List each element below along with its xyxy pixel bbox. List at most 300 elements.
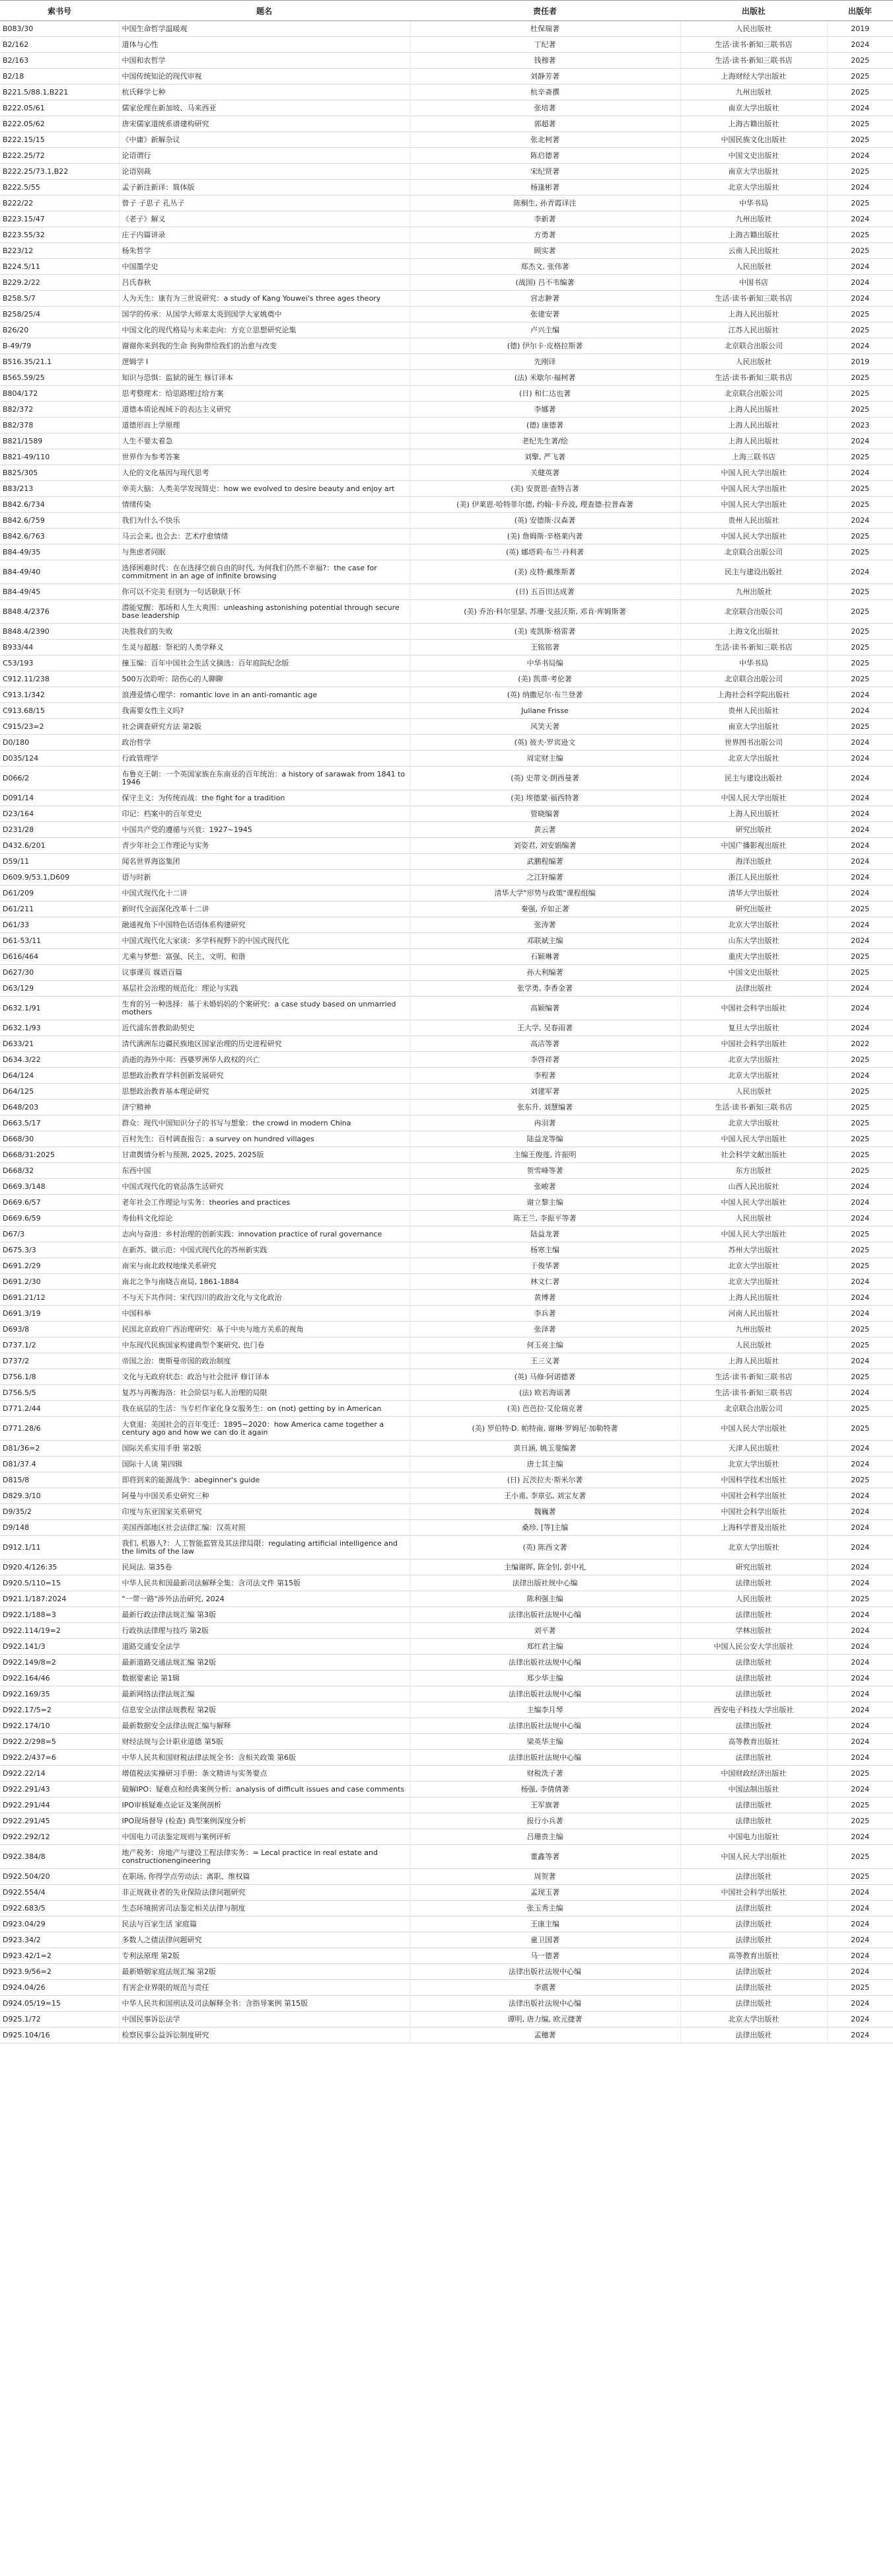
cell-title: 撞玉编：百年中国社会生活文摘选：百年庭院纪念版 — [119, 656, 410, 671]
table-row[interactable] — [0, 640, 893, 656]
table-row[interactable] — [0, 1417, 893, 1441]
cell-publisher: 南京大学出版社 — [680, 164, 827, 180]
cell-publisher: 中国电力出版社 — [680, 1829, 827, 1845]
table-row[interactable] — [0, 1845, 893, 1869]
table-row[interactable] — [0, 1258, 893, 1274]
cell-title: 保守主义：为传统而战：the fight for a tradition — [119, 790, 410, 806]
header-title[interactable]: 题名 — [119, 1, 410, 21]
cell-responsibility: 卢兴主编 — [410, 322, 680, 338]
cell-year: 2025 — [827, 132, 893, 148]
table-row[interactable] — [0, 1829, 893, 1845]
table-row[interactable] — [0, 687, 893, 703]
table-row[interactable] — [0, 85, 893, 100]
cell-call-number: B516.35/21.1 — [0, 354, 119, 370]
cell-publisher: 中国广播影视出版社 — [680, 838, 827, 854]
cell-call-number: D59/11 — [0, 854, 119, 870]
table-row[interactable] — [0, 822, 893, 838]
cell-year: 2025 — [827, 116, 893, 132]
table-row[interactable] — [0, 1068, 893, 1084]
table-row[interactable] — [0, 1948, 893, 1964]
cell-publisher: 法律出版社 — [680, 1718, 827, 1734]
cell-responsibility: 法律出版社法规中心编 — [410, 1964, 680, 1980]
cell-year: 2024 — [827, 1932, 893, 1948]
table-row[interactable] — [0, 132, 893, 148]
cell-title: 道路交通安全法学 — [119, 1639, 410, 1655]
cell-publisher: 云南人民出版社 — [680, 243, 827, 259]
cell-title: 杭氏释学七种 — [119, 85, 410, 100]
table-row[interactable] — [0, 1750, 893, 1766]
cell-publisher: 九州出版社 — [680, 211, 827, 227]
cell-responsibility: Juliane Frisse — [410, 703, 680, 719]
cell-publisher: 北京大学出版社 — [680, 1457, 827, 1472]
cell-year: 2024 — [827, 338, 893, 354]
table-row[interactable] — [0, 211, 893, 227]
cell-year: 2024 — [827, 917, 893, 933]
cell-year: 2023 — [827, 418, 893, 434]
cell-call-number: D668/31:2025 — [0, 1147, 119, 1163]
table-row[interactable] — [0, 1575, 893, 1591]
cell-year: 2024 — [827, 981, 893, 997]
table-row[interactable] — [0, 735, 893, 751]
table-row[interactable] — [0, 1734, 893, 1750]
table-row[interactable] — [0, 1916, 893, 1932]
table-row[interactable] — [0, 854, 893, 870]
table-row[interactable] — [0, 1242, 893, 1258]
cell-year: 2024 — [827, 1306, 893, 1322]
cell-title: 500万次聆听：陪伤心的人聊聊 — [119, 671, 410, 687]
cell-responsibility: (英) 陈西文著 — [410, 1536, 680, 1560]
table-row[interactable] — [0, 497, 893, 513]
cell-call-number: B2/162 — [0, 37, 119, 53]
table-row[interactable] — [0, 1369, 893, 1385]
table-row[interactable] — [0, 545, 893, 560]
table-row[interactable] — [0, 1306, 893, 1322]
cell-publisher: 河南人民出版社 — [680, 1306, 827, 1322]
table-row[interactable] — [0, 1457, 893, 1472]
table-row[interactable] — [0, 1147, 893, 1163]
table-row[interactable] — [0, 1441, 893, 1457]
cell-year: 2025 — [827, 1766, 893, 1782]
cell-year: 2024 — [827, 1353, 893, 1369]
cell-call-number: D669.6/59 — [0, 1211, 119, 1227]
cell-responsibility: (美) 皮特·戴维斯著 — [410, 560, 680, 584]
cell-year: 2024 — [827, 1068, 893, 1084]
cell-responsibility: 黄云著 — [410, 822, 680, 838]
table-row[interactable] — [0, 2012, 893, 2027]
cell-title: 《老子》解义 — [119, 211, 410, 227]
table-row[interactable] — [0, 465, 893, 481]
table-row[interactable] — [0, 418, 893, 434]
table-row[interactable] — [0, 434, 893, 449]
cell-year: 2024 — [827, 1782, 893, 1798]
cell-publisher: 中国人民大学出版社 — [680, 497, 827, 513]
cell-publisher: 天津人民出版社 — [680, 1441, 827, 1457]
cell-responsibility: 于俊华著 — [410, 1258, 680, 1274]
cell-title: 国际十人谈 第四辑 — [119, 1457, 410, 1472]
cell-title: 道德形而上学原理 — [119, 418, 410, 434]
table-row[interactable] — [0, 870, 893, 886]
cell-year: 2024 — [827, 259, 893, 275]
cell-year: 2025 — [827, 965, 893, 981]
table-row[interactable] — [0, 949, 893, 965]
table-row[interactable] — [0, 1782, 893, 1798]
cell-title: 美国西部地区社会法律汇编：汉英对照 — [119, 1520, 410, 1536]
table-row[interactable] — [0, 933, 893, 949]
cell-title: 中国和农哲学 — [119, 53, 410, 69]
cell-title: 庄子内篇讲录 — [119, 227, 410, 243]
cell-publisher: 重庆大学出版社 — [680, 949, 827, 965]
cell-title: 论语谓行 — [119, 148, 410, 164]
table-row[interactable] — [0, 21, 893, 37]
table-row[interactable] — [0, 354, 893, 370]
table-row[interactable] — [0, 1591, 893, 1607]
cell-responsibility: 杜保瑞著 — [410, 21, 680, 37]
cell-call-number: B84-49/35 — [0, 545, 119, 560]
table-row[interactable] — [0, 196, 893, 211]
cell-title: 大衰退：美国社会的百年变迁：1895~2020：how America came together a century ago and how we can do it again — [119, 1417, 410, 1441]
table-row[interactable] — [0, 513, 893, 529]
cell-responsibility: 王小甫, 李章弘, 刘宝友著 — [410, 1488, 680, 1504]
cell-responsibility: 郑少华主编 — [410, 1671, 680, 1686]
header-publisher[interactable]: 出版社 — [680, 1, 827, 21]
table-row[interactable] — [0, 1686, 893, 1702]
table-row[interactable] — [0, 1116, 893, 1131]
cell-year: 2024 — [827, 687, 893, 703]
cell-call-number: B258.5/7 — [0, 291, 119, 307]
cell-year: 2024 — [827, 1750, 893, 1766]
cell-responsibility: 陆益龙著 — [410, 1227, 680, 1242]
table-row[interactable] — [0, 291, 893, 307]
table-row[interactable] — [0, 1504, 893, 1520]
cell-publisher: 中国社会科学出版社 — [680, 1488, 827, 1504]
table-row[interactable] — [0, 981, 893, 997]
cell-call-number: D922.291/44 — [0, 1798, 119, 1813]
cell-publisher: 法律出版社 — [680, 1964, 827, 1980]
table-row[interactable] — [0, 53, 893, 69]
table-row[interactable] — [0, 1702, 893, 1718]
cell-responsibility: 中华书局编 — [410, 656, 680, 671]
table-row[interactable] — [0, 529, 893, 545]
table-row[interactable] — [0, 180, 893, 196]
cell-title: 语与时新 — [119, 870, 410, 886]
cell-year: 2025 — [827, 529, 893, 545]
cell-call-number: D632.1/91 — [0, 997, 119, 1020]
table-row[interactable] — [0, 1980, 893, 1996]
cell-title: 我们, 机器人?：人工智能监管及其法律局限：regulating artificial intelligence and the limits of the law — [119, 1536, 410, 1560]
cell-title: 中国科举 — [119, 1306, 410, 1322]
cell-year: 2024 — [827, 1195, 893, 1211]
cell-year: 2025 — [827, 1369, 893, 1385]
table-row[interactable] — [0, 1472, 893, 1488]
table-row[interactable] — [0, 1163, 893, 1179]
cell-responsibility: 风笑天著 — [410, 719, 680, 735]
cell-call-number: D632.1/93 — [0, 1020, 119, 1036]
cell-year: 2024 — [827, 291, 893, 307]
table-row[interactable] — [0, 1084, 893, 1100]
table-row[interactable] — [0, 1671, 893, 1686]
cell-publisher: 北京大学出版社 — [680, 2012, 827, 2027]
table-row[interactable] — [0, 481, 893, 497]
cell-year: 2024 — [827, 1623, 893, 1639]
cell-responsibility: 先刚译 — [410, 354, 680, 370]
table-row[interactable] — [0, 1338, 893, 1353]
cell-title: 马云会来, 也会去：艺术疗愈情绪 — [119, 529, 410, 545]
table-row[interactable] — [0, 584, 893, 600]
cell-title: 中国共产党的遵循与兴衰：1927~1945 — [119, 822, 410, 838]
table-row[interactable] — [0, 338, 893, 354]
cell-responsibility: (美) 麦凯斯·格雷著 — [410, 624, 680, 640]
table-row[interactable] — [0, 1322, 893, 1338]
cell-title: 生态环境损害司法鉴定相关法律与制度 — [119, 1901, 410, 1916]
table-row[interactable] — [0, 69, 893, 85]
cell-publisher: 人民出版社 — [680, 1591, 827, 1607]
table-row[interactable] — [0, 1179, 893, 1195]
table-row[interactable] — [0, 1623, 893, 1639]
table-row[interactable] — [0, 838, 893, 854]
table-row[interactable] — [0, 307, 893, 322]
cell-responsibility: 桑珍, [等]主编 — [410, 1520, 680, 1536]
cell-publisher: 西安电子科技大学出版社 — [680, 1702, 827, 1718]
cell-publisher: 上海财经大学出版社 — [680, 69, 827, 85]
table-row[interactable] — [0, 600, 893, 624]
table-row[interactable] — [0, 116, 893, 132]
table-row[interactable] — [0, 1607, 893, 1623]
table-row[interactable] — [0, 1766, 893, 1782]
cell-title: 印度与东亚国家关系研究 — [119, 1504, 410, 1520]
cell-title: 中国电力司法鉴定规则与案例评析 — [119, 1829, 410, 1845]
cell-publisher: 北京大学出版社 — [680, 1052, 827, 1068]
cell-publisher: 生活·读书·新知三联书店 — [680, 291, 827, 307]
table-row[interactable] — [0, 164, 893, 180]
cell-responsibility: 陈王兰, 李振平等著 — [410, 1211, 680, 1227]
table-header-row — [0, 1, 893, 21]
header-year[interactable]: 出版年 — [827, 1, 893, 21]
cell-year: 2025 — [827, 949, 893, 965]
cell-responsibility: 童卫国著 — [410, 1932, 680, 1948]
table-row[interactable] — [0, 1100, 893, 1116]
cell-year: 2025 — [827, 85, 893, 100]
cell-call-number: D923.34/2 — [0, 1932, 119, 1948]
cell-year: 2025 — [827, 1084, 893, 1100]
cell-publisher: 法律出版社 — [680, 1869, 827, 1885]
cell-publisher: 法律出版社 — [680, 1686, 827, 1702]
table-row[interactable] — [0, 1020, 893, 1036]
table-row[interactable] — [0, 1290, 893, 1306]
cell-responsibility: (战国) 吕不韦编著 — [410, 275, 680, 291]
table-row[interactable] — [0, 1718, 893, 1734]
table-row[interactable] — [0, 1520, 893, 1536]
cell-title: 民间法. 第35卷 — [119, 1560, 410, 1575]
cell-responsibility: 李兵著 — [410, 1306, 680, 1322]
cell-publisher: 山东大学出版社 — [680, 933, 827, 949]
cell-year: 2024 — [827, 767, 893, 790]
table-row[interactable] — [0, 402, 893, 418]
table-row[interactable] — [0, 243, 893, 259]
table-row[interactable] — [0, 1211, 893, 1227]
cell-call-number: B223/12 — [0, 243, 119, 259]
table-row[interactable] — [0, 671, 893, 687]
table-row[interactable] — [0, 1639, 893, 1655]
cell-title: 思想政治教育基本理论研究 — [119, 1084, 410, 1100]
cell-title: 最新网络法律法规汇编 — [119, 1686, 410, 1702]
cell-responsibility: 陈桐生, 孙青霞译注 — [410, 196, 680, 211]
cell-call-number: D737/2 — [0, 1353, 119, 1369]
cell-publisher: 中国人民大学出版社 — [680, 1845, 827, 1869]
cell-year: 2024 — [827, 790, 893, 806]
cell-year: 2019 — [827, 21, 893, 37]
table-row[interactable] — [0, 703, 893, 719]
cell-title: 人伦的文化基因与现代思考 — [119, 465, 410, 481]
cell-responsibility: 陆益龙等编 — [410, 1131, 680, 1147]
table-row[interactable] — [0, 624, 893, 640]
table-row[interactable] — [0, 1227, 893, 1242]
cell-publisher: 人民出版社 — [680, 1084, 827, 1100]
table-row[interactable] — [0, 449, 893, 465]
cell-title: 人生不要太着急 — [119, 434, 410, 449]
cell-title: 生灵与超越：祭祀的人类学释义 — [119, 640, 410, 656]
cell-publisher: 上海科学普及出版社 — [680, 1520, 827, 1536]
table-row[interactable] — [0, 259, 893, 275]
cell-responsibility: 法律出版社法规中心编 — [410, 1750, 680, 1766]
cell-year: 2025 — [827, 1980, 893, 1996]
cell-call-number: D627/30 — [0, 965, 119, 981]
cell-year: 2025 — [827, 1131, 893, 1147]
table-row[interactable] — [0, 1560, 893, 1575]
cell-title: 儒家伦理在新加坡、马来西亚 — [119, 100, 410, 116]
table-row[interactable] — [0, 997, 893, 1020]
cell-title: 百村先生：百村调查报告：a survey on hundred villages — [119, 1131, 410, 1147]
table-row[interactable] — [0, 901, 893, 917]
cell-call-number: D675.3/3 — [0, 1242, 119, 1258]
cell-call-number: D23/164 — [0, 806, 119, 822]
table-row[interactable] — [0, 1932, 893, 1948]
table-row[interactable] — [0, 1131, 893, 1147]
cell-call-number: B222/22 — [0, 196, 119, 211]
table-row[interactable] — [0, 2027, 893, 2043]
table-row[interactable] — [0, 100, 893, 116]
table-row[interactable] — [0, 1536, 893, 1560]
table-row[interactable] — [0, 386, 893, 402]
cell-title: 尤乘与梦想：富强、民主、文明、和谐 — [119, 949, 410, 965]
cell-publisher: 学林出版社 — [680, 1623, 827, 1639]
table-row[interactable] — [0, 1401, 893, 1417]
table-row[interactable] — [0, 790, 893, 806]
cell-publisher: 上海社会科学院出版社 — [680, 687, 827, 703]
cell-publisher: 中国人民大学出版社 — [680, 1227, 827, 1242]
cell-responsibility: (美) 安贾恩·查特吉著 — [410, 481, 680, 497]
table-row[interactable] — [0, 1869, 893, 1885]
cell-title: 潜能觉醒：那场和人生大爽围：unleashing astonishing potential through secure base leadership — [119, 600, 410, 624]
table-row[interactable] — [0, 656, 893, 671]
table-row[interactable] — [0, 1964, 893, 1980]
cell-responsibility: 林文仁著 — [410, 1274, 680, 1290]
cell-responsibility: 丁纪著 — [410, 37, 680, 53]
table-row[interactable] — [0, 1813, 893, 1829]
cell-year: 2024 — [827, 1290, 893, 1306]
cell-publisher: 人民出版社 — [680, 259, 827, 275]
cell-responsibility: 黄日涵, 姚玉斐编著 — [410, 1441, 680, 1457]
cell-publisher: 上海人民出版社 — [680, 434, 827, 449]
table-row[interactable] — [0, 1385, 893, 1401]
cell-responsibility: 张北柯著 — [410, 132, 680, 148]
cell-call-number: D924.04/26 — [0, 1980, 119, 1996]
cell-year: 2024 — [827, 1829, 893, 1845]
table-row[interactable] — [0, 806, 893, 822]
cell-year: 2024 — [827, 1560, 893, 1575]
table-row[interactable] — [0, 560, 893, 584]
cell-title: 中国传统知论的现代审视 — [119, 69, 410, 85]
cell-publisher: 法律出版社 — [680, 1607, 827, 1623]
header-responsibility[interactable]: 责任者 — [410, 1, 680, 21]
cell-call-number: B222.5/55 — [0, 180, 119, 196]
table-row[interactable] — [0, 1036, 893, 1052]
table-row[interactable] — [0, 1655, 893, 1671]
table-row[interactable] — [0, 227, 893, 243]
cell-responsibility: (德) 伊尔卡·皮格拉斯著 — [410, 338, 680, 354]
cell-responsibility: 冉羽著 — [410, 1116, 680, 1131]
cell-call-number: B258/25/4 — [0, 307, 119, 322]
table-row[interactable] — [0, 1274, 893, 1290]
cell-responsibility: 钱穆著 — [410, 53, 680, 69]
table-row[interactable] — [0, 1885, 893, 1901]
cell-responsibility: 方勇著 — [410, 227, 680, 243]
cell-responsibility: 刘静芳著 — [410, 69, 680, 85]
cell-title: 吕氏春秋 — [119, 275, 410, 291]
cell-publisher: 上海文化出版社 — [680, 624, 827, 640]
cell-publisher: 北京大学出版社 — [680, 1536, 827, 1560]
cell-call-number: D922.114/19=2 — [0, 1623, 119, 1639]
table-row[interactable] — [0, 37, 893, 53]
table-row[interactable] — [0, 719, 893, 735]
cell-call-number: C53/193 — [0, 656, 119, 671]
cell-call-number: D633/21 — [0, 1036, 119, 1052]
table-row[interactable] — [0, 322, 893, 338]
cell-publisher: 中国人民大学出版社 — [680, 481, 827, 497]
table-row[interactable] — [0, 751, 893, 767]
cell-call-number: D912.1/11 — [0, 1536, 119, 1560]
cell-publisher: 中国社会科学出版社 — [680, 997, 827, 1020]
cell-call-number: B804/172 — [0, 386, 119, 402]
cell-publisher: 中国人民大学出版社 — [680, 1131, 827, 1147]
cell-title: 在职场, 你得学点劳动法：离职、维权篇 — [119, 1869, 410, 1885]
cell-year: 2024 — [827, 1385, 893, 1401]
table-row[interactable] — [0, 370, 893, 386]
cell-publisher: 清华大学出版社 — [680, 886, 827, 901]
table-row[interactable] — [0, 767, 893, 790]
table-row[interactable] — [0, 148, 893, 164]
cell-year: 2024 — [827, 997, 893, 1020]
table-row[interactable] — [0, 1052, 893, 1068]
table-row[interactable] — [0, 1798, 893, 1813]
header-call-number[interactable]: 索书号 — [0, 1, 119, 21]
table-row[interactable] — [0, 1488, 893, 1504]
cell-title: 地产税务：房地产与建设工程法律实务：= Lecal practice in real estate and constructionengineering — [119, 1845, 410, 1869]
cell-title: 中国民事诉讼法学 — [119, 2012, 410, 2027]
table-row[interactable] — [0, 1901, 893, 1916]
cell-responsibility: 孟穗著 — [410, 2027, 680, 2043]
table-row[interactable] — [0, 1195, 893, 1211]
cell-year: 2025 — [827, 1322, 893, 1338]
table-row[interactable] — [0, 965, 893, 981]
table-row[interactable] — [0, 886, 893, 901]
table-row[interactable] — [0, 917, 893, 933]
cell-call-number: D921.1/187:2024 — [0, 1591, 119, 1607]
table-row[interactable] — [0, 1996, 893, 2012]
table-row[interactable] — [0, 1353, 893, 1369]
cell-title: 民法与百家生活 家庭篇 — [119, 1916, 410, 1932]
cell-publisher: 北京大学出版社 — [680, 1068, 827, 1084]
table-row[interactable] — [0, 275, 893, 291]
